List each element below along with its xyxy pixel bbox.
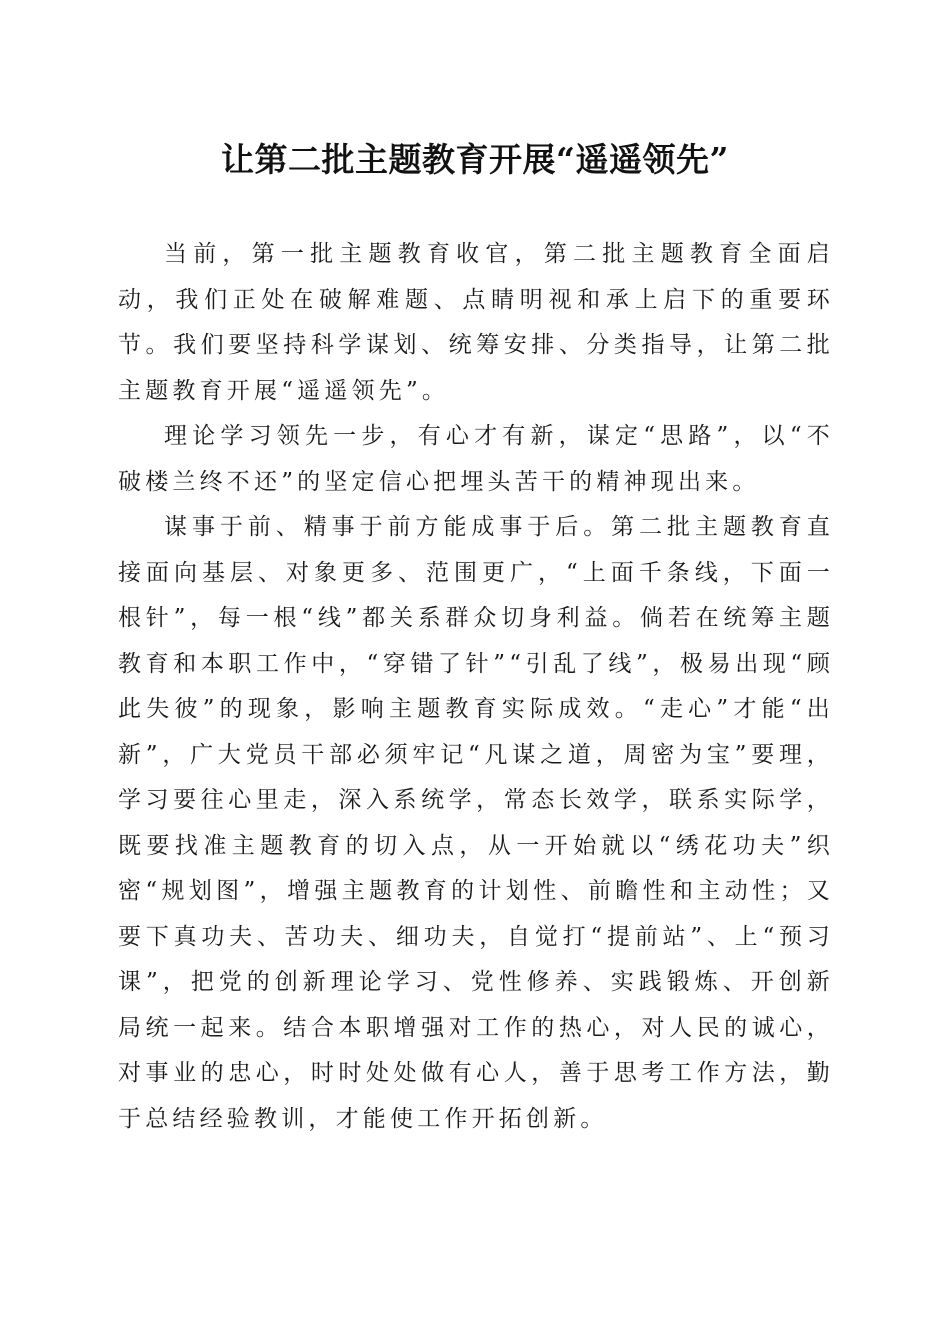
document-title: 让第二批主题教育开展“遥遥领先” xyxy=(221,140,729,179)
paragraph-3: 谋事于前、精事于前方能成事于后。第二批主题教育直接面向基层、对象更多、范围更广，“上面千条线，下面一根针”，每一根“线”都关系群众切身利益。倘若在统筹主题教育和本职工作中，“穿错了针”“引乱了线”，极易出现“顾此失彼”的现象，影响主题教育实际成效。“走心”才能“出新”，广大党员干部必须牢记“凡谋之道，周密为宝”要理，学习要往心里走，深入系统学，常态长效学，联系实际学，既要找准主题教育的切入点，从一开始就以“绣花功夫”织密“规划图”，增强主题教育的计划性、前瞻性和主动性；又要下真功夫、苦功夫、细功夫，自觉打“提前站”、上“预习课”，把党的创新理论学习、党性修养、实践锻炼、开创新局统一起来。结合本职增强对工作的热心，对人民的诚心，对事业的忠心，时时处处做有心人，善于思考工作方法，勤于总结经验教训，才能使工作开拓创新。 xyxy=(118,514,834,1132)
document-body xyxy=(118,232,834,1142)
paragraph-1: 当前，第一批主题教育收官，第二批主题教育全面启动，我们正处在破解难题、点睛明视和承上启下的重要环节。我们要坚持科学谋划、统筹安排、分类指导，让第二批主题教育开展“遥遥领先”。 xyxy=(118,241,834,404)
paragraph-2: 理论学习领先一步，有心才有新，谋定“思路”，以“不破楼兰终不还”的坚定信心把埋头苦干的精神现出来。 xyxy=(118,423,834,495)
